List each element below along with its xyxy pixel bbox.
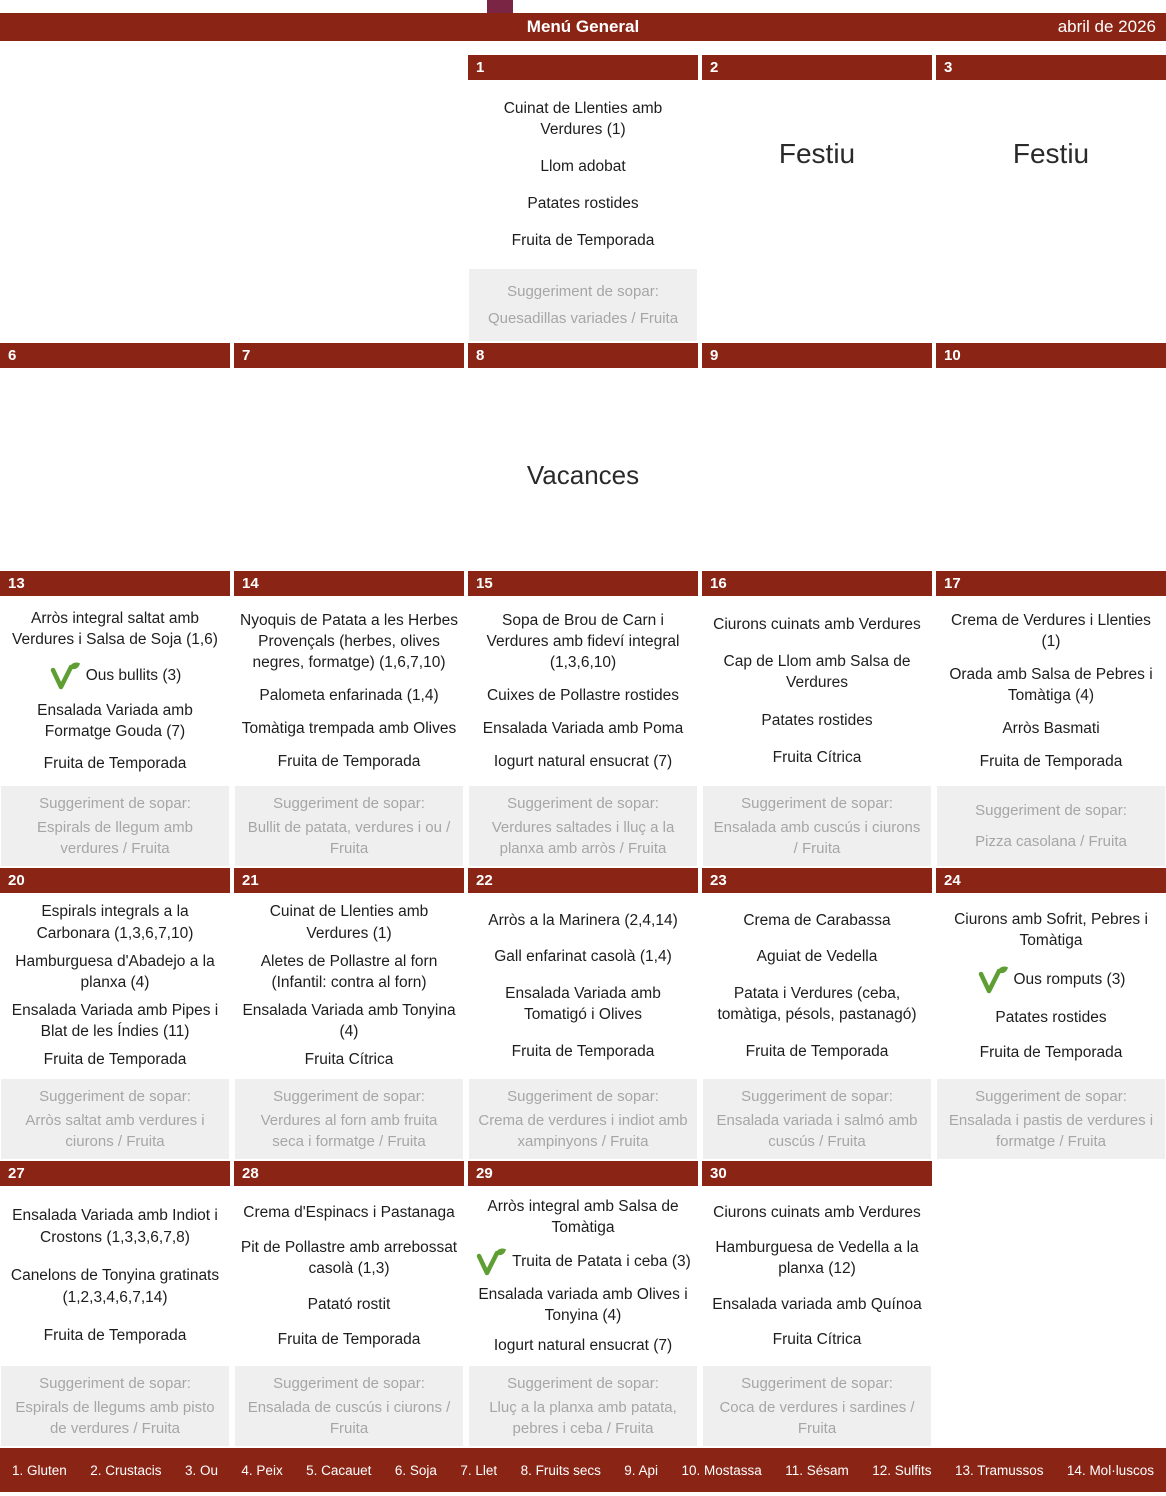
menu-item-text: Espirals integrals a la Carbonara (1,3,6,7,10) bbox=[36, 903, 194, 942]
menu-item-text: Crema de Carabassa bbox=[743, 912, 891, 930]
menu-items bbox=[234, 893, 464, 1079]
menu-item-text: Patates rostides bbox=[527, 195, 639, 212]
day-content bbox=[0, 1186, 230, 1448]
menu-item-text: Patates rostides bbox=[995, 1009, 1107, 1027]
menu-item bbox=[706, 946, 928, 967]
menu-item bbox=[4, 753, 226, 774]
menu-item bbox=[238, 1202, 460, 1223]
day-content bbox=[234, 893, 464, 1161]
menu-item bbox=[472, 910, 694, 931]
menu-item bbox=[4, 1265, 226, 1308]
supper-suggestion-text: Ensalada de cuscús i ciurons / Fruita bbox=[247, 1398, 451, 1437]
day-number: 7 bbox=[234, 343, 464, 368]
allergen-item: 6. Soja bbox=[394, 1462, 437, 1478]
supper-suggestion-text: Verdures al forn amb fruita seca i formatge / Fruita bbox=[260, 1111, 438, 1150]
menu-items bbox=[468, 80, 698, 269]
supper-suggestion bbox=[703, 1366, 931, 1446]
menu-item bbox=[472, 685, 694, 706]
menu-item bbox=[4, 901, 226, 944]
day-cell bbox=[468, 868, 698, 1161]
allergen-item: 11. Sésam bbox=[785, 1462, 849, 1478]
menu-items bbox=[702, 1186, 932, 1366]
allergen-item: 7. Llet bbox=[460, 1462, 498, 1478]
menu-item-text: Fruita de Temporada bbox=[979, 1044, 1123, 1062]
week-row bbox=[0, 571, 1166, 868]
supper-suggestion-text: Ensalada i pastis de verdures i formatge / Fruita bbox=[948, 1111, 1154, 1150]
menu-item bbox=[472, 946, 694, 967]
menu-item-text: Fruita de Temporada bbox=[277, 753, 421, 771]
menu-item bbox=[472, 1284, 694, 1327]
allergen-item: 14. Mol·luscos bbox=[1066, 1462, 1154, 1478]
menu-item-text: Ciurons cuinats amb Verdures bbox=[713, 615, 921, 633]
menu-item-text: Crema de Verdures i Llenties (1) bbox=[951, 611, 1151, 650]
menu-item-text: Iogurt natural ensucrat (7) bbox=[493, 1336, 673, 1354]
menu-item bbox=[4, 1205, 226, 1248]
menu-item-text: Cuinat de Llenties amb Verdures (1) bbox=[269, 903, 429, 942]
day-cell bbox=[468, 571, 698, 868]
menu-items bbox=[0, 893, 230, 1079]
menu-item bbox=[238, 1294, 460, 1315]
day-content bbox=[234, 1186, 464, 1448]
menu-item-text: Ensalada Variada amb Pipes i Blat de les Índies (11) bbox=[11, 1001, 219, 1041]
page-title: Menú General bbox=[526, 17, 640, 36]
menu-item bbox=[238, 751, 460, 772]
menu-item bbox=[472, 1335, 694, 1356]
day-cell bbox=[0, 55, 230, 343]
allergen-item: 9. Api bbox=[624, 1462, 659, 1478]
day-cell bbox=[0, 571, 230, 868]
menu-item-text: Iogurt natural ensucrat (7) bbox=[493, 753, 673, 771]
day-number: 28 bbox=[234, 1161, 464, 1186]
allergen-item: 1. Gluten bbox=[12, 1462, 67, 1478]
menu-items bbox=[468, 893, 698, 1079]
menu-item bbox=[472, 1196, 694, 1239]
day-content bbox=[936, 596, 1166, 868]
menu-item bbox=[238, 685, 460, 706]
supper-suggestion-text: Ensalada amb cuscús i ciurons / Fruita bbox=[713, 818, 921, 857]
menu-item-text: Hamburguesa d'Abadejo a la planxa (4) bbox=[15, 952, 215, 992]
week-row bbox=[0, 868, 1166, 1161]
menu-item bbox=[706, 983, 928, 1026]
day-cell bbox=[234, 343, 464, 571]
day-number: 21 bbox=[234, 868, 464, 893]
day-number: 6 bbox=[0, 343, 230, 368]
menu-items bbox=[234, 596, 464, 786]
menu-item bbox=[940, 751, 1162, 772]
supper-suggestion-label: Suggeriment de sopar: bbox=[507, 1088, 659, 1106]
allergen-item: 5. Cacauet bbox=[306, 1462, 372, 1478]
day-cell bbox=[936, 55, 1166, 343]
supper-suggestion bbox=[469, 1079, 697, 1159]
supper-suggestion-text: Quesadillas variades / Fruita bbox=[487, 310, 679, 328]
veg-leaf-icon bbox=[475, 1247, 507, 1276]
menu-item-text: Arròs integral amb Salsa de Tomàtiga bbox=[487, 1198, 679, 1237]
allergen-item: 10. Mostassa bbox=[681, 1462, 762, 1478]
menu-item-text: Fruita Cítrica bbox=[772, 1330, 862, 1348]
menu-item bbox=[940, 610, 1162, 653]
menu-item bbox=[238, 610, 460, 674]
menu-items bbox=[936, 596, 1166, 786]
menu-item-text: Ensalada variada amb Quínoa bbox=[712, 1295, 922, 1313]
menu-item-text: Fruita de Temporada bbox=[745, 1042, 889, 1060]
day-cell bbox=[702, 571, 932, 868]
menu-item-text: Cuixes de Pollastre rostides bbox=[486, 687, 680, 705]
menu-item bbox=[472, 1247, 694, 1276]
supper-suggestion-label: Suggeriment de sopar: bbox=[273, 1088, 425, 1106]
menu-item bbox=[940, 909, 1162, 952]
supper-suggestion-label: Suggeriment de sopar: bbox=[741, 1375, 893, 1393]
day-cell bbox=[702, 1161, 932, 1448]
day-cell bbox=[936, 868, 1166, 1161]
header-bar bbox=[0, 13, 1166, 41]
menu-item bbox=[706, 651, 928, 694]
menu-item bbox=[940, 664, 1162, 707]
supper-suggestion-text: Espirals de llegum amb verdures / Fruita bbox=[37, 818, 193, 857]
menu-item-text: Orada amb Salsa de Pebres i Tomàtiga (4) bbox=[949, 665, 1153, 705]
day-cell bbox=[468, 343, 698, 571]
menu-items bbox=[468, 1186, 698, 1366]
allergen-item: 12. Sulfits bbox=[872, 1462, 932, 1478]
menu-item-text: Palometa enfarinada (1,4) bbox=[259, 687, 439, 705]
menu-item bbox=[472, 610, 694, 674]
day-number: 16 bbox=[702, 571, 932, 596]
day-number: 15 bbox=[468, 571, 698, 596]
menu-item-text: Fruita de Temporada bbox=[43, 1327, 187, 1345]
menu-item-text: Ensalada Variada amb Formatge Gouda (7) bbox=[37, 701, 193, 741]
menu-item-text: Cuinat de Llenties amb Verdures (1) bbox=[503, 99, 663, 138]
day-content bbox=[702, 893, 932, 1161]
menu-item-text: Ciurons amb Sofrit, Pebres i Tomàtiga bbox=[954, 910, 1148, 949]
menu-item-text: Aguiat de Vedella bbox=[756, 948, 878, 966]
day-cell bbox=[936, 343, 1166, 571]
day-number: 24 bbox=[936, 868, 1166, 893]
supper-suggestion-label: Suggeriment de sopar: bbox=[39, 795, 191, 813]
menu-items bbox=[702, 893, 932, 1079]
supper-suggestion bbox=[1, 1366, 229, 1446]
supper-suggestion-label: Suggeriment de sopar: bbox=[507, 795, 659, 813]
menu-item-text: Truita de Patata i ceba (3) bbox=[512, 1252, 691, 1270]
menu-item-text: Ensalada Variada amb Tonyina (4) bbox=[242, 1001, 456, 1041]
menu-item bbox=[940, 965, 1162, 994]
supper-suggestion bbox=[469, 269, 697, 341]
day-cell bbox=[0, 343, 230, 571]
day-cell bbox=[936, 571, 1166, 868]
menu-item-text: Hamburguesa de Vedella a la planxa (12) bbox=[715, 1239, 919, 1278]
menu-item-text: Arròs Basmati bbox=[1002, 720, 1100, 738]
supper-suggestion-text: Bullit de patata, verdures i ou / Fruita bbox=[247, 818, 451, 857]
day-content bbox=[468, 80, 698, 343]
week-row bbox=[0, 1161, 1166, 1448]
menu-item-text: Fruita de Temporada bbox=[979, 753, 1123, 771]
menu-item bbox=[472, 751, 694, 772]
day-number: 23 bbox=[702, 868, 932, 893]
day-content bbox=[0, 893, 230, 1161]
menu-item bbox=[4, 951, 226, 994]
menu-item-text: Pit de Pollastre amb arrebossat casolà (1,3) bbox=[240, 1239, 458, 1278]
day-cell bbox=[234, 868, 464, 1161]
menu-item-text: Arròs a la Marinera (2,4,14) bbox=[488, 912, 678, 930]
supper-suggestion-text: Lluç a la planxa amb patata, pebres i ceba / Fruita bbox=[489, 1398, 677, 1437]
supper-suggestion-label: Suggeriment de sopar: bbox=[39, 1375, 191, 1393]
menu-item bbox=[940, 1007, 1162, 1028]
menu-item bbox=[472, 1041, 694, 1062]
week-row bbox=[0, 55, 1166, 343]
supper-suggestion bbox=[469, 786, 697, 866]
vacances-banner: Vacances bbox=[526, 460, 640, 490]
menu-item-text: Ciurons cuinats amb Verdures bbox=[713, 1203, 921, 1221]
day-cell bbox=[234, 55, 464, 343]
menu-items bbox=[702, 596, 932, 786]
week-row bbox=[0, 343, 1166, 571]
menu-item-text: Fruita de Temporada bbox=[43, 1051, 187, 1069]
menu-item-text: Crema d'Espinacs i Pastanaga bbox=[243, 1203, 455, 1221]
menu-item-text: Patató rostit bbox=[307, 1295, 391, 1313]
menu-items bbox=[468, 596, 698, 786]
supper-suggestion bbox=[469, 1366, 697, 1446]
menu-item bbox=[472, 156, 694, 177]
supper-suggestion-label: Suggeriment de sopar: bbox=[273, 1375, 425, 1393]
holiday-label: Festiu bbox=[1012, 138, 1090, 169]
supper-suggestion-text: Coca de verdures i sardines / Fruita bbox=[719, 1398, 915, 1437]
menu-item-text: Ensalada variada amb Olives i Tonyina (4) bbox=[478, 1285, 688, 1325]
day-number: 22 bbox=[468, 868, 698, 893]
menu-item bbox=[238, 1329, 460, 1350]
day-number: 29 bbox=[468, 1161, 698, 1186]
day-cell bbox=[0, 868, 230, 1161]
supper-suggestion bbox=[1, 786, 229, 866]
supper-suggestion bbox=[703, 1079, 931, 1159]
day-number: 17 bbox=[936, 571, 1166, 596]
day-content bbox=[936, 80, 1166, 343]
day-content bbox=[702, 596, 932, 868]
menu-item-text: Llom adobat bbox=[540, 158, 626, 175]
day-content bbox=[468, 1186, 698, 1448]
holiday-label: Festiu bbox=[778, 138, 856, 169]
menu-items bbox=[234, 1186, 464, 1366]
menu-items bbox=[0, 596, 230, 786]
day-number: 3 bbox=[936, 55, 1166, 80]
day-number: 13 bbox=[0, 571, 230, 596]
day-number: 8 bbox=[468, 343, 698, 368]
allergen-legend bbox=[0, 1448, 1166, 1492]
day-cell bbox=[702, 343, 932, 571]
menu-item-text: Gall enfarinat casolà (1,4) bbox=[494, 948, 672, 966]
supper-suggestion-text: Espirals de llegums amb pisto de verdures / Fruita bbox=[15, 1398, 215, 1437]
day-content bbox=[468, 596, 698, 868]
menu-item-text: Patates rostides bbox=[761, 711, 873, 729]
supper-suggestion bbox=[235, 1366, 463, 1446]
supper-suggestion-label: Suggeriment de sopar: bbox=[975, 1088, 1127, 1106]
veg-leaf-icon bbox=[977, 965, 1009, 994]
supper-suggestion-text: Arròs saltat amb verdures i ciurons / Fruita bbox=[25, 1111, 205, 1150]
menu-item bbox=[706, 1041, 928, 1062]
menu-item bbox=[4, 1000, 226, 1043]
menu-item bbox=[472, 230, 694, 251]
menu-item-text: Nyoquis de Patata a les Herbes Provençals (herbes, olives negres, formatge) (1,6,7,10) bbox=[240, 611, 458, 672]
menu-item bbox=[472, 718, 694, 739]
menu-item-text: Tomàtiga trempada amb Olives bbox=[241, 720, 457, 738]
menu-item bbox=[706, 1329, 928, 1350]
menu-item bbox=[472, 983, 694, 1026]
menu-items bbox=[936, 893, 1166, 1079]
veg-leaf-icon bbox=[49, 661, 81, 690]
menu-item bbox=[4, 1049, 226, 1070]
menu-item bbox=[238, 1237, 460, 1280]
menu-item bbox=[706, 747, 928, 768]
day-cell bbox=[234, 571, 464, 868]
month-label: abril de 2026 bbox=[1057, 17, 1156, 36]
allergen-item: 4. Peix bbox=[241, 1462, 283, 1478]
day-number: 10 bbox=[936, 343, 1166, 368]
day-content bbox=[702, 1186, 932, 1448]
menu-item bbox=[706, 1237, 928, 1280]
menu-item bbox=[940, 1042, 1162, 1063]
supper-suggestion bbox=[937, 1079, 1165, 1159]
menu-item-text: Fruita de Temporada bbox=[511, 232, 655, 249]
day-number: 27 bbox=[0, 1161, 230, 1186]
day-number: 20 bbox=[0, 868, 230, 893]
supper-suggestion bbox=[937, 786, 1165, 866]
day-content bbox=[702, 80, 932, 343]
menu-item-text: Arròs integral saltat amb Verdures i Salsa de Soja (1,6) bbox=[12, 610, 218, 649]
menu-item-text: Fruita Cítrica bbox=[304, 1051, 394, 1069]
supper-suggestion-text: Pizza casolana / Fruita bbox=[975, 832, 1127, 850]
menu-item-text: Ous romputs (3) bbox=[1013, 970, 1126, 988]
day-cell bbox=[936, 1161, 1166, 1448]
supper-suggestion bbox=[235, 1079, 463, 1159]
menu-item bbox=[238, 901, 460, 944]
menu-item bbox=[238, 951, 460, 994]
supper-suggestion-text: Verdures saltades i lluç a la planxa amb arròs / Fruita bbox=[491, 818, 675, 857]
menu-item bbox=[706, 710, 928, 731]
day-content bbox=[234, 596, 464, 868]
supper-suggestion bbox=[703, 786, 931, 866]
day-cell bbox=[702, 868, 932, 1161]
menu-item-text: Cap de Llom amb Salsa de Verdures bbox=[723, 653, 911, 692]
menu-item bbox=[706, 614, 928, 635]
menu-item bbox=[4, 700, 226, 743]
day-cell bbox=[468, 55, 698, 343]
allergen-item: 2. Crustacis bbox=[90, 1462, 162, 1478]
allergen-item: 8. Fruits secs bbox=[520, 1462, 601, 1478]
menu-item-text: Fruita de Temporada bbox=[43, 754, 187, 772]
calendar-grid bbox=[0, 55, 1166, 1448]
supper-suggestion-label: Suggeriment de sopar: bbox=[507, 1375, 659, 1393]
supper-suggestion bbox=[235, 786, 463, 866]
supper-suggestion-text: Ensalada variada i salmó amb cuscús / Fruita bbox=[716, 1111, 918, 1150]
menu-item-text: Fruita Cítrica bbox=[772, 748, 862, 766]
menu-item-text: Canelons de Tonyina gratinats (1,2,3,4,6,7,14) bbox=[10, 1267, 220, 1306]
top-tab-decoration bbox=[487, 0, 513, 14]
menu-item-text: Ensalada Variada amb Poma bbox=[482, 720, 684, 738]
menu-item bbox=[238, 1000, 460, 1043]
menu-item bbox=[238, 1049, 460, 1070]
day-cell bbox=[702, 55, 932, 343]
supper-suggestion-label: Suggeriment de sopar: bbox=[741, 1088, 893, 1106]
menu-item-text: Sopa de Brou de Carn i Verdures amb fideví integral (1,3,6,10) bbox=[486, 611, 680, 672]
day-content bbox=[0, 596, 230, 868]
menu-item bbox=[940, 718, 1162, 739]
menu-item bbox=[706, 910, 928, 931]
menu-items bbox=[0, 1186, 230, 1366]
day-content bbox=[468, 893, 698, 1161]
menu-item bbox=[238, 718, 460, 739]
menu-item-text: Fruita de Temporada bbox=[277, 1330, 421, 1348]
day-number: 1 bbox=[468, 55, 698, 80]
day-content bbox=[936, 893, 1166, 1161]
day-number: 2 bbox=[702, 55, 932, 80]
day-number: 30 bbox=[702, 1161, 932, 1186]
day-number: 14 bbox=[234, 571, 464, 596]
menu-item-text: Ensalada Variada amb Indiot i Crostons (1,3,3,6,7,8) bbox=[12, 1207, 218, 1246]
menu-item-text: Ensalada Variada amb Tomatigó i Olives bbox=[505, 984, 661, 1024]
day-cell bbox=[0, 1161, 230, 1448]
menu-item bbox=[472, 193, 694, 214]
menu-item bbox=[706, 1202, 928, 1223]
menu-item bbox=[4, 661, 226, 690]
day-cell bbox=[468, 1161, 698, 1448]
supper-suggestion-label: Suggeriment de sopar: bbox=[741, 795, 893, 813]
menu-item bbox=[4, 608, 226, 651]
menu-item bbox=[472, 98, 694, 141]
menu-item-text: Ous bullits (3) bbox=[85, 666, 182, 684]
menu-item bbox=[4, 1325, 226, 1346]
day-number: 9 bbox=[702, 343, 932, 368]
supper-suggestion-label: Suggeriment de sopar: bbox=[507, 282, 659, 300]
menu-item bbox=[706, 1294, 928, 1315]
menu-item-text: Patata i Verdures (ceba, tomàtiga, pésols, pastanagó) bbox=[717, 984, 917, 1024]
allergen-item: 3. Ou bbox=[184, 1462, 218, 1478]
supper-suggestion-label: Suggeriment de sopar: bbox=[39, 1088, 191, 1106]
menu-item-text: Fruita de Temporada bbox=[511, 1042, 655, 1060]
allergen-item: 13. Tramussos bbox=[954, 1462, 1044, 1478]
supper-suggestion-label: Suggeriment de sopar: bbox=[975, 802, 1127, 820]
menu-item-text: Aletes de Pollastre al forn (Infantil: contra al forn) bbox=[260, 952, 438, 992]
supper-suggestion bbox=[1, 1079, 229, 1159]
supper-suggestion-label: Suggeriment de sopar: bbox=[273, 795, 425, 813]
supper-suggestion-text: Crema de verdures i indiot amb xampinyons / Fruita bbox=[478, 1111, 688, 1150]
day-cell bbox=[234, 1161, 464, 1448]
